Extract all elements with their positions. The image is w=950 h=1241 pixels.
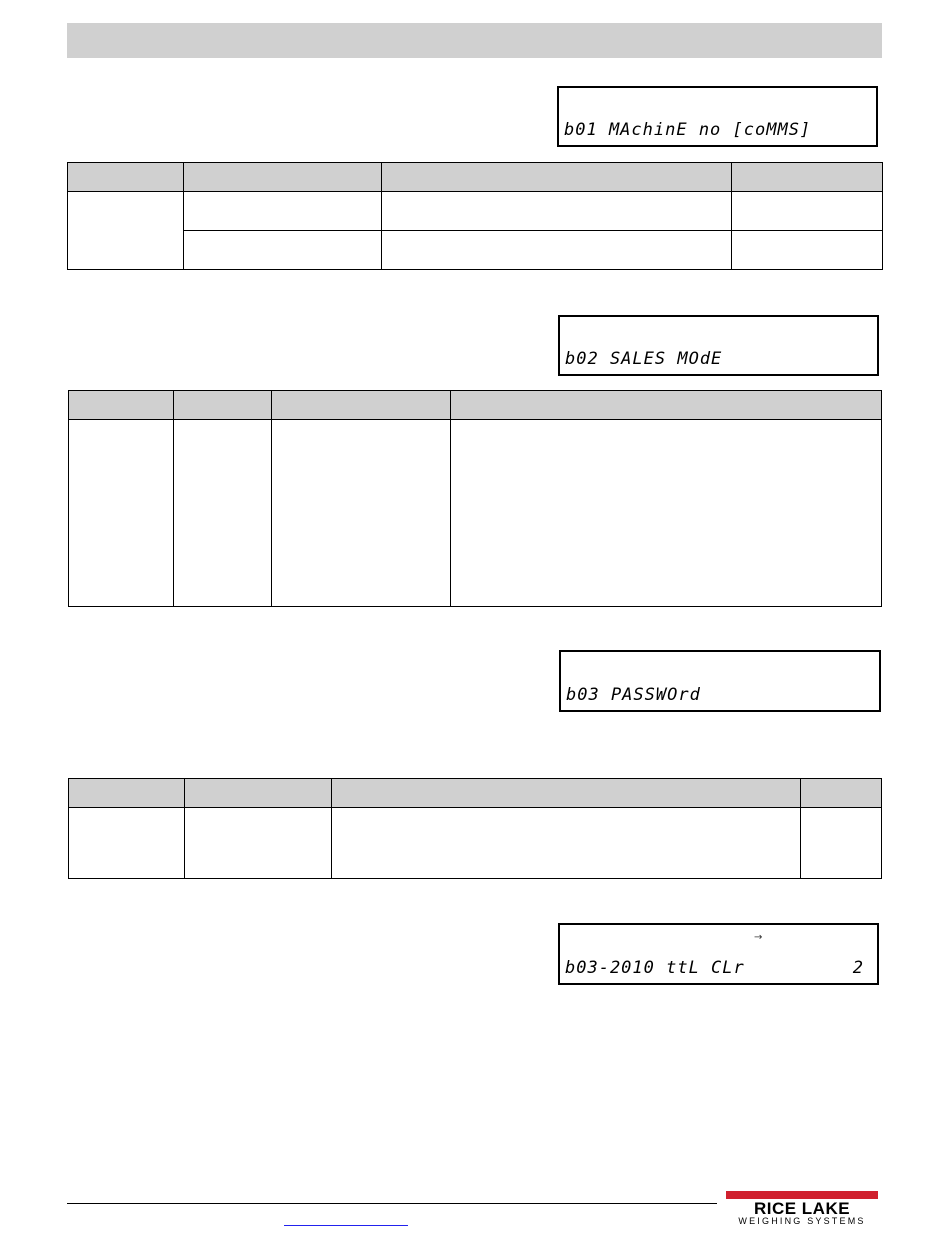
page-header-bar bbox=[67, 23, 882, 58]
table-cell bbox=[184, 192, 382, 231]
table-cell bbox=[382, 192, 732, 231]
parameter-table-2 bbox=[68, 390, 882, 607]
table-header-cell bbox=[332, 779, 801, 808]
table-cell bbox=[272, 420, 451, 607]
table-cell bbox=[732, 231, 883, 270]
table-cell bbox=[184, 231, 382, 270]
parameter-table-3 bbox=[68, 778, 882, 879]
footer-link[interactable] bbox=[284, 1225, 408, 1226]
table-cell bbox=[69, 808, 185, 879]
parameter-table-1 bbox=[67, 162, 883, 270]
logo-name: RICE LAKE bbox=[753, 1199, 851, 1218]
table-header-cell bbox=[185, 779, 332, 808]
lcd-display-ttl-clr bbox=[558, 923, 879, 985]
table-header-cell bbox=[69, 391, 174, 420]
lcd-display-sales-mode bbox=[558, 315, 879, 376]
table-cell bbox=[68, 192, 184, 270]
table-header-cell bbox=[174, 391, 272, 420]
arrow-indicator-icon: → bbox=[754, 932, 763, 943]
lcd-text: b01 MAchinE no [coMMS] bbox=[564, 120, 812, 140]
table-header-cell bbox=[732, 163, 883, 192]
table-cell bbox=[801, 808, 882, 879]
lcd-text: b03-2010 ttL CLr bbox=[565, 958, 745, 978]
logo-tagline: WEIGHING SYSTEMS bbox=[738, 1216, 866, 1226]
table-header-cell bbox=[451, 391, 882, 420]
table-cell bbox=[732, 192, 883, 231]
lcd-text: b03 PASSWOrd bbox=[566, 685, 701, 705]
lcd-display-machine-no bbox=[557, 86, 878, 147]
table-cell bbox=[382, 231, 732, 270]
table-header-cell bbox=[272, 391, 451, 420]
table-cell bbox=[451, 420, 882, 607]
rice-lake-logo bbox=[726, 1191, 878, 1227]
table-header-cell bbox=[184, 163, 382, 192]
lcd-text: b02 SALES MOdE bbox=[565, 349, 723, 369]
footer-rule bbox=[67, 1203, 717, 1204]
table-cell bbox=[174, 420, 272, 607]
table-header-cell bbox=[801, 779, 882, 808]
table-cell bbox=[332, 808, 801, 879]
table-header-cell bbox=[68, 163, 184, 192]
table-header-cell bbox=[382, 163, 732, 192]
lcd-display-password bbox=[559, 650, 881, 712]
table-cell bbox=[69, 420, 174, 607]
lcd-value: 2 bbox=[852, 958, 863, 978]
table-header-cell bbox=[69, 779, 185, 808]
logo-bar bbox=[726, 1191, 878, 1199]
table-cell bbox=[185, 808, 332, 879]
